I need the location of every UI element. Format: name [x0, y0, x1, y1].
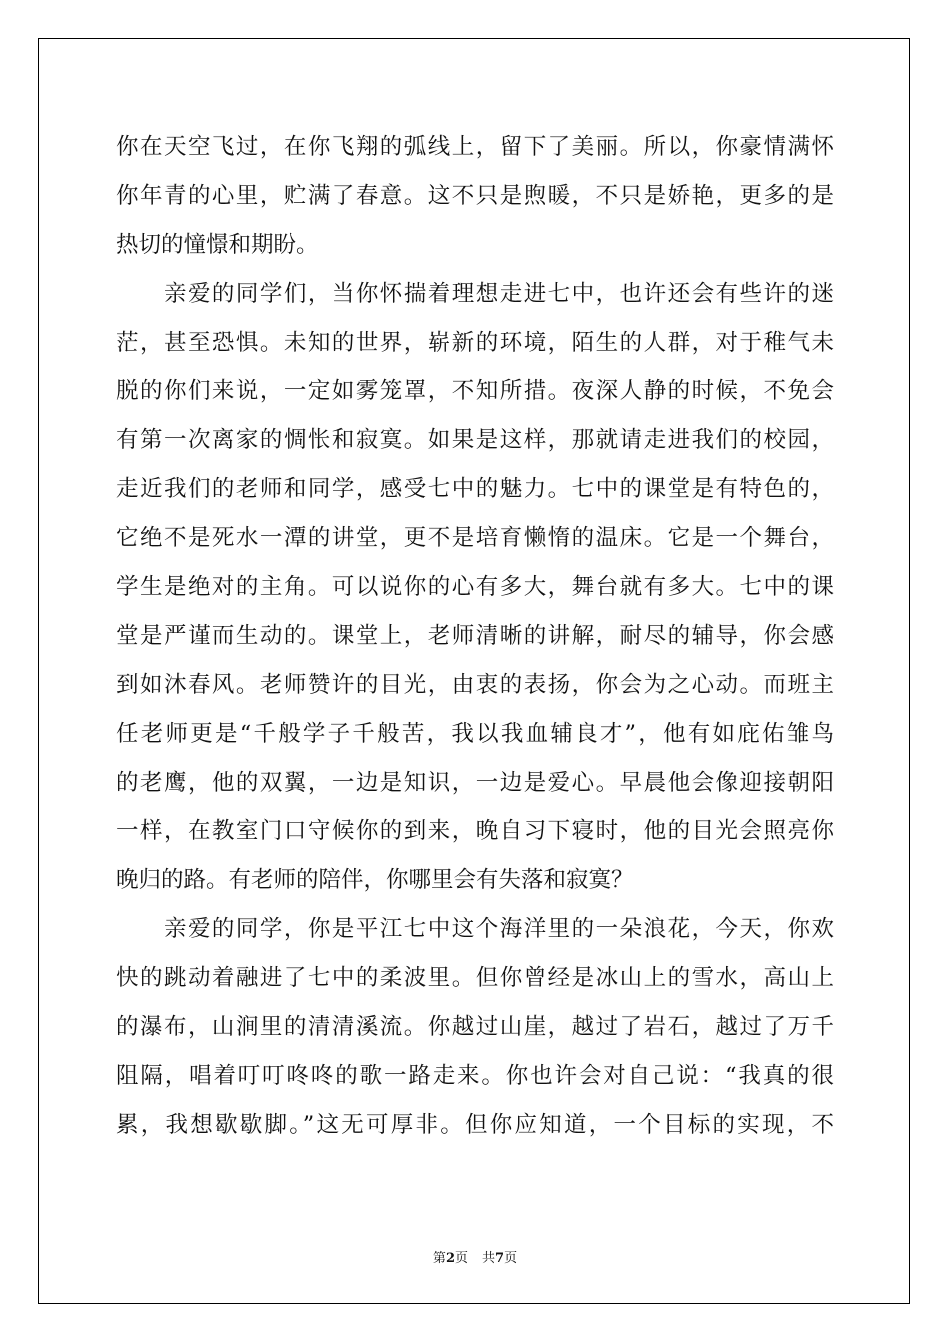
text-line: 走近我们的老师和同学，感受七中的魅力。七中的课堂是有特色的，	[116, 476, 834, 503]
text-line: 晚归的路。有老师的陪伴，你哪里会有失落和寂寞？	[116, 867, 634, 894]
total-prefix: 共	[482, 1251, 496, 1266]
document-body	[116, 123, 834, 1150]
text-line: 你年青的心里，贮满了春意。这不只是煦暖，不只是娇艳，更多的是	[116, 182, 834, 209]
page-footer	[0, 1247, 950, 1266]
text-line: 快的跳动着融进了七中的柔波里。但你曾经是冰山上的雪水，高山上	[116, 965, 834, 992]
text-line: 堂是严谨而生动的。课堂上，老师清晰的讲解，耐尽的辅导，你会感	[116, 622, 834, 649]
text-line: 有第一次离家的惆怅和寂寞。如果是这样，那就请走进我们的校园，	[116, 427, 834, 454]
text-line: 阻隔，唱着叮叮咚咚的歌一路走来。你也许会对自己说：“我真的很	[116, 1062, 834, 1089]
text-line: 的老鹰，他的双翼，一边是知识，一边是爱心。早晨他会像迎接朝阳	[116, 769, 834, 796]
page-number: 2	[445, 1251, 455, 1266]
text-line: 到如沐春风。老师赞许的目光，由衷的表扬，你会为之心动。而班主	[116, 671, 834, 698]
total-pages: 7	[495, 1251, 505, 1266]
text-line: 茫，甚至恐惧。未知的世界，崭新的环境，陌生的人群，对于稚气未	[116, 329, 834, 356]
text-line: 学生是绝对的主角。可以说你的心有多大，舞台就有多大。七中的课	[116, 574, 834, 601]
text-line: 它绝不是死水一潭的讲堂，更不是培育懒惰的温床。它是一个舞台，	[116, 525, 834, 552]
text-line: 亲爱的同学们，当你怀揣着理想走进七中，也许还会有些许的迷	[116, 280, 834, 307]
total-suffix: 页	[504, 1251, 518, 1266]
text-line: 的瀑布，山涧里的清清溪流。你越过山崖，越过了岩石，越过了万千	[116, 1014, 834, 1041]
text-line: 脱的你们来说，一定如雾笼罩，不知所措。夜深人静的时候，不免会	[116, 378, 834, 405]
text-line: 亲爱的同学，你是平江七中这个海洋里的一朵浪花，今天，你欢	[116, 916, 834, 943]
page-suffix: 页	[454, 1251, 468, 1266]
text-line: 任老师更是“千般学子千般苦，我以我血辅良才”，他有如庇佑雏鸟	[116, 720, 834, 747]
text-line: 热切的憧憬和期盼。	[116, 231, 319, 258]
text-line: 你在天空飞过，在你飞翔的弧线上，留下了美丽。所以，你豪情满怀	[116, 134, 834, 160]
text-line: 累，我想歇歇脚。”这无可厚非。但你应知道，一个目标的实现，不	[116, 1111, 834, 1138]
text-line: 一样，在教室门口守候你的到来，晚自习下寝时，他的目光会照亮你	[116, 818, 834, 845]
page-prefix: 第	[432, 1251, 446, 1266]
